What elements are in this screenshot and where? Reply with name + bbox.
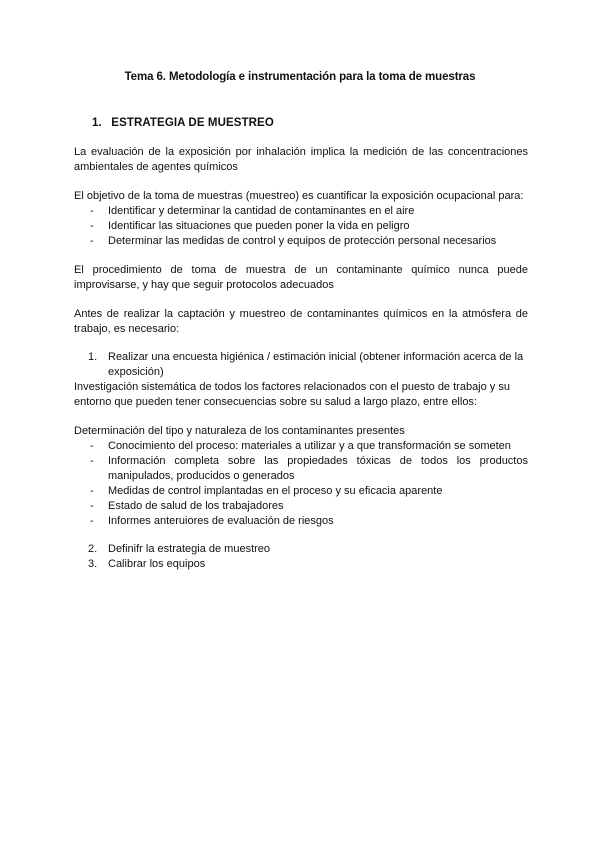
list-item	[74, 350, 528, 380]
bullet-dash: -	[90, 515, 94, 527]
list-item-text: Identificar y determinar la cantidad de contaminantes en el aire	[108, 205, 415, 217]
list-item-text: Información completa sobre las propiedades tóxicas de todos los productos manipulados, producidos o generados	[108, 455, 528, 482]
list-item-text: Conocimiento del proceso: materiales a utilizar y a que transformación se someten	[108, 440, 511, 452]
list-item-text: Estado de salud de los trabajadores	[108, 500, 284, 512]
paragraph-determination: Determinación del tipo y naturaleza de los contaminantes presentes	[74, 425, 405, 437]
steps-list-first	[74, 350, 528, 380]
steps-list-rest	[74, 542, 528, 572]
list-item-text: Calibrar los equipos	[108, 558, 206, 570]
list-item	[74, 484, 528, 499]
bullet-dash: -	[90, 455, 94, 467]
step-number: 2.	[88, 543, 98, 555]
list-item	[74, 499, 528, 514]
section-number: 1.	[92, 117, 102, 129]
section-heading	[92, 117, 274, 129]
step-number: 3.	[88, 558, 98, 570]
step-number: 1.	[88, 351, 98, 363]
list-item	[74, 234, 528, 249]
paragraph-procedure: El procedimiento de toma de muestra de un contaminante químico nunca puede improvisarse, y hay que seguir protocolos adecuados	[74, 264, 528, 291]
list-item-text: Medidas de control implantadas en el proceso y su eficacia aparente	[108, 485, 443, 497]
list-item	[74, 557, 528, 572]
paragraph-objective: El objetivo de la toma de muestras (muestreo) es cuantificar la exposición ocupacional para:	[74, 190, 524, 202]
list-item	[74, 219, 528, 234]
objectives-list	[74, 204, 528, 249]
paragraph-evaluation: La evaluación de la exposición por inhalación implica la medición de las concentraciones ambientales de agentes químicos	[74, 146, 528, 173]
list-item	[74, 454, 528, 484]
document-title: Tema 6. Metodología e instrumentación para la toma de muestras	[124, 71, 476, 83]
bullet-dash: -	[90, 440, 94, 452]
list-item-text: Identificar las situaciones que pueden poner la vida en peligro	[108, 220, 410, 232]
list-item	[74, 204, 528, 219]
list-item	[74, 514, 528, 529]
list-item-text: Determinar las medidas de control y equipos de protección personal necesarios	[108, 235, 497, 247]
bullet-dash: -	[90, 485, 94, 497]
list-item-text: Realizar una encuesta higiénica / estimación inicial (obtener información acerca de la exposición)	[108, 351, 524, 378]
paragraph-investigation: Investigación sistemática de todos los factores relacionados con el puesto de trabajo y su entorno que pueden tener consecuencias sobre su salud a largo plazo, entre ellos:	[74, 381, 510, 408]
paragraph-before-sampling: Antes de realizar la captación y muestreo de contaminantes químicos en la atmósfera de trabajo, es necesario:	[74, 308, 528, 335]
bullet-dash: -	[90, 235, 94, 247]
bullet-dash: -	[90, 220, 94, 232]
list-item	[74, 439, 528, 454]
section-heading-text: ESTRATEGIA DE MUESTREO	[111, 117, 274, 129]
contaminants-list	[74, 439, 528, 529]
bullet-dash: -	[90, 500, 94, 512]
bullet-dash: -	[90, 205, 94, 217]
list-item	[74, 542, 528, 557]
list-item-text: Definifr la estrategia de muestreo	[108, 543, 271, 555]
list-item-text: Informes anteruiores de evaluación de riesgos	[108, 515, 334, 527]
